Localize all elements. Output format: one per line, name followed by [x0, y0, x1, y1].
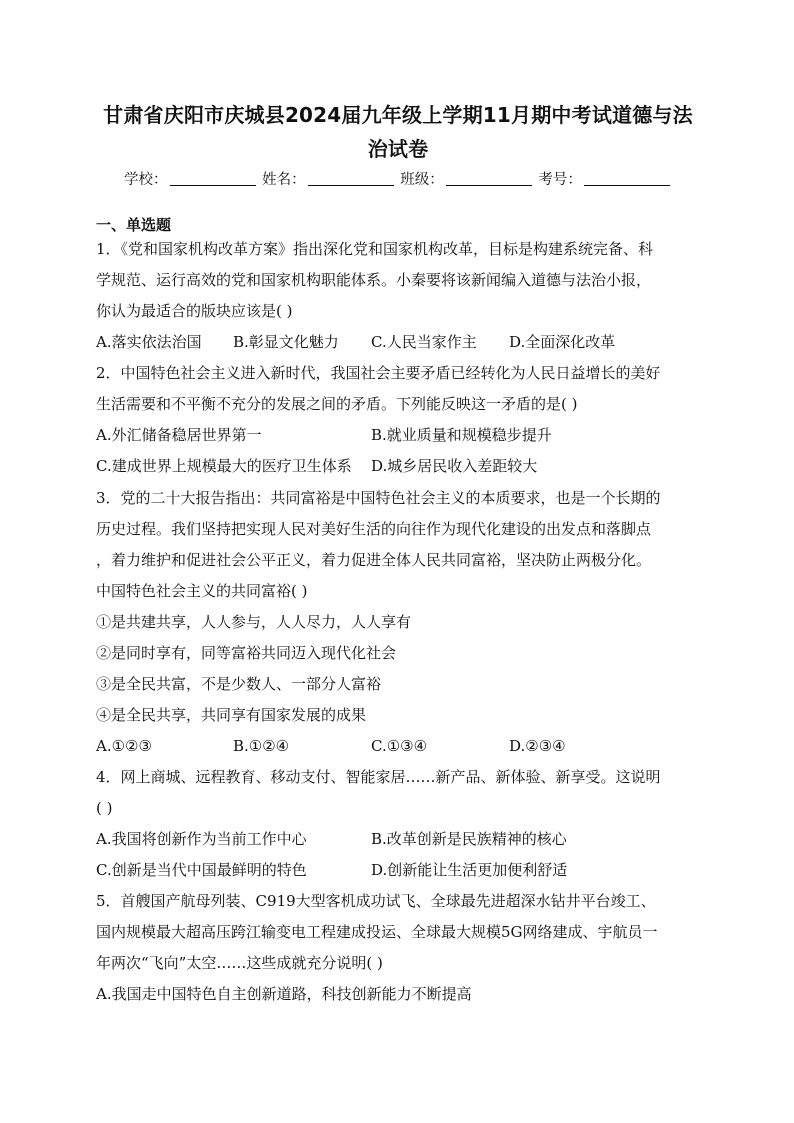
- q3-line-3: ，着力维护和促进社会公平正义，着力促进全体人民共同富裕，坚决防止两极分化。: [96, 551, 652, 569]
- q1-line-2: 学规范、运行高效的党和国家机构职能体系。小秦要将该新闻编入道德与法治小报，: [96, 271, 652, 289]
- q3-line-2: 历史过程。我们坚持把实现人民对美好生活的向往作为现代化建设的出发点和落脚点: [96, 520, 652, 538]
- q2-option-c: C.建成世界上规模最大的医疗卫生体系: [96, 457, 352, 475]
- student-info-row: [124, 170, 672, 190]
- q1-option-a: A.落实依法治国: [96, 333, 202, 351]
- q3-line-1: 3．党的二十大报告指出：共同富裕是中国特色社会主义的本质要求，也是一个长期的: [96, 489, 661, 507]
- q3-statement-2: ②是同时享有，同等富裕共同迈入现代化社会: [96, 644, 397, 662]
- q5-option-a: A.我国走中国特色自主创新道路，科技创新能力不断提高: [96, 985, 472, 1003]
- q1-option-b: B.彰显文化魅力: [233, 333, 339, 351]
- class-blank: [446, 171, 532, 186]
- q3-statement-3: ③是全民共富，不是少数人、一部分人富裕: [96, 675, 382, 693]
- class-label: 班级：: [400, 172, 444, 188]
- name-label: 姓名：: [262, 172, 306, 188]
- q4-option-b: B.改革创新是民族精神的核心: [371, 830, 567, 848]
- q1-option-c: C.人民当家作主: [371, 333, 477, 351]
- id-label: 考号：: [538, 172, 582, 188]
- q3-line-4: 中国特色社会主义的共同富裕( ): [96, 582, 308, 600]
- q3-option-d: D.②③④: [509, 737, 566, 755]
- q2-option-b: B.就业质量和规模稳步提升: [371, 426, 552, 444]
- q4-option-c: C.创新是当代中国最鲜明的特色: [96, 861, 307, 879]
- q4-line-1: 4．网上商城、远程教育、移动支付、智能家居……新产品、新体验、新享受。这说明: [96, 768, 661, 786]
- q5-line-2: 国内规模最大超高压跨江输变电工程建成投运、全球最大规模5G网络建成、宇航员一: [96, 923, 658, 941]
- id-blank: [584, 171, 670, 186]
- q4-line-2: ( ): [96, 799, 113, 817]
- q4-option-d: D.创新能让生活更加便利舒适: [371, 861, 568, 879]
- q1-option-d: D.全面深化改革: [509, 333, 616, 351]
- q1-line-1: 1．《党和国家机构改革方案》指出深化党和国家机构改革，目标是构建系统完备、科: [96, 240, 654, 258]
- q3-option-a: A.①②③: [96, 737, 152, 755]
- school-blank: [170, 171, 256, 186]
- q2-line-2: 生活需要和不平衡不充分的发展之间的矛盾。下列能反映这一矛盾的是( ): [96, 395, 578, 413]
- q3-statement-4: ④是全民共享，共同享有国家发展的成果: [96, 706, 367, 724]
- q2-option-a: A.外汇储备稳居世界第一: [96, 426, 262, 444]
- q1-line-3: 你认为最适合的版块应该是( ): [96, 302, 293, 320]
- section-heading: 一、单选题: [96, 216, 172, 234]
- q3-option-b: B.①②④: [233, 737, 290, 755]
- exam-title: 甘肃省庆阳市庆城县2024届九年级上学期11月期中考试道德与法治试卷: [103, 103, 693, 161]
- q2-option-d: D.城乡居民收入差距较大: [371, 457, 538, 475]
- q5-line-3: 年两次“飞向”太空……这些成就充分说明( ): [96, 954, 383, 972]
- q3-option-c: C.①③④: [371, 737, 428, 755]
- q2-line-1: 2．中国特色社会主义进入新时代，我国社会主要矛盾已经转化为人民日益增长的美好: [96, 364, 661, 382]
- school-label: 学校：: [124, 172, 168, 188]
- q4-option-a: A.我国将创新作为当前工作中心: [96, 830, 307, 848]
- name-blank: [308, 171, 394, 186]
- q3-statement-1: ①是共建共享，人人参与，人人尽力，人人享有: [96, 613, 412, 631]
- q5-line-1: 5．首艘国产航母列装、C919大型客机成功试飞、全球最先进超深水钻井平台竣工、: [96, 892, 656, 910]
